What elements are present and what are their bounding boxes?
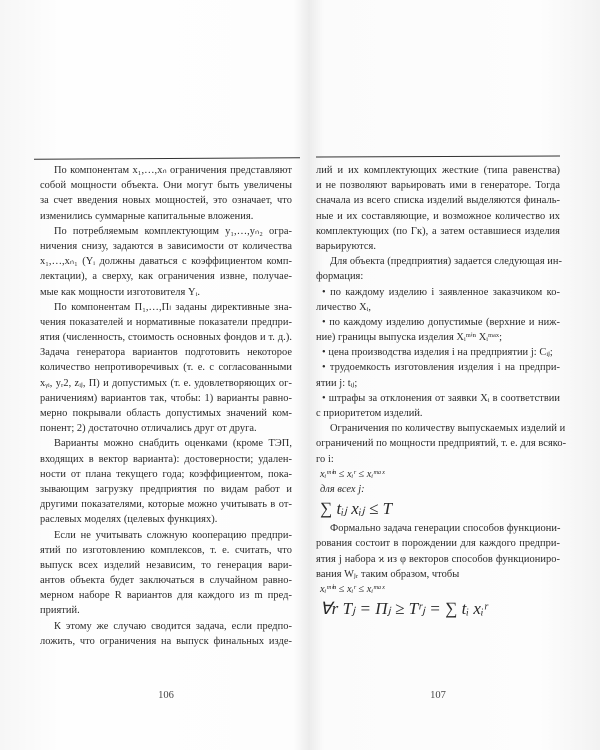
text-line: мерно покрывали область допустимых значений ком- [40,408,292,419]
text-line: чения показателей и нормативные показатели предпри- [40,316,292,328]
bullet-item [316,315,560,345]
text-line: лектации), а сверху, как ограничения извне, получае- [40,271,292,283]
text-line: • штрафы за отклонения от заявки Xᵢ в соответствии [322,392,560,404]
text-line: с приоритетом изделий. [316,408,423,419]
text-line: По компонентам x₁,…,xₙ ограничения представляют [54,165,292,176]
paragraph [40,224,292,300]
text-line: го i: [316,453,334,465]
bullet-item [316,285,560,315]
text-line: Задача генератора вариантов подготовить некоторое [40,347,292,359]
text-line: ятия j набора ϰ из φ векторов способов функциониро- [316,553,560,565]
text-line: ятии j: tᵢⱼ; [316,377,358,389]
text-line: количество непротиворечивых (т. е. с согласованными [40,362,292,374]
text-line: • по каждому изделию i заявленное заказчиком ко- [322,286,560,298]
text-line: ложить, что ограничения на выпуск финальных изде- [40,635,292,647]
text-line: К этому же случаю сводится задача, если предпо- [54,620,292,632]
text-line: для всех j: [320,483,365,495]
text-line: Варианты можно снабдить оценками (кроме ТЭП, [54,438,292,450]
bullet-item [316,360,560,390]
text-line: ние) границы выпуска изделия Xᵢᵐⁱⁿ Xᵢᵐᵃˣ; [316,332,503,344]
text-line: По потребляемым комплектующим y₁,…,yₙ₂ огра- [54,225,292,237]
text-line: Если не учитывать сложную кооперацию предпри- [54,529,292,541]
text-line: • цена производства изделия i на предприятии j: Cᵢⱼ; [322,347,553,359]
text-line: раслевых моделях (целевых функциях). [40,514,218,526]
text-line: антов объекта будет заключаться в случайном равно- [40,575,292,587]
page-number: 107 [430,690,446,701]
paragraph [40,619,292,649]
bullet-item [316,391,560,421]
text-line: Формально задача генерации способов функциони- [330,523,561,535]
text-line: ятий по изготовлению комплексов, т. е. считать, что [40,544,292,556]
text-line: собой мощности объекта. Они могут быть увеличены [40,180,292,192]
text-line: ограничений по мощности предприятий, т. е. для всяко- [316,438,567,450]
text-line: варьируются. [316,240,377,252]
text-line: формация: [316,271,364,283]
text-line: лий и их комплектующих жесткие (типа равенства) [316,165,560,176]
text-line: По компонентам П₁,…,Пₗ заданы директивные зна- [54,301,292,313]
text-line: другими показателями, которые можно учитывать в от- [40,499,292,511]
text-line: и не позволяют варьировать ими в генераторе. Тогда [316,180,560,192]
text-line: зывающим загрузку предприятия по видам работ и [40,483,292,495]
text-line: • трудоемкость изготовления изделия i на предпри- [322,362,560,374]
text-line: вания Wⱼᵣ таким образом, чтобы [316,568,460,580]
text-line: приятий. [40,605,80,617]
text-line: • по каждому изделию допустимые (верхние и ниж- [322,316,560,328]
header-rule [34,157,300,159]
bullet-item [316,345,560,360]
page-body [40,163,292,649]
text-line: xᵧᵢ, yᵣ2, zᵢⱼ, П) и допустимых (т. е. удовлетворяющих ог- [40,377,292,389]
page-number: 106 [158,690,174,701]
text-line: ничения снизу, задаются в зависимости от количества [40,240,292,252]
formula [316,467,560,521]
paragraph [40,528,292,619]
page-body [316,163,567,621]
text-line: входящих в вектор варианта): достоверности; удален- [40,453,292,465]
text-line: понент; 2) достаточно отличались друг от друга. [40,423,257,435]
right-page [316,0,567,750]
text-line: мые как мощности изготовителя Yᵢ. [40,286,200,298]
text-line: ятия (численность, стоимость основных фондов и т. д.). [40,332,292,344]
text-line: ные и их составляющие, и возможное количество их [316,210,560,222]
text-line: x₁,…,xₙ₁ (Yᵢ должны даваться с коэффициентом комп- [40,256,292,268]
text-line: за счет введения новых мощностей, это означает, что [40,195,292,207]
text-line: изменились суммарные капитальные вложения. [40,210,254,222]
formula-line: ∀r Tⱼ = Пⱼ ≥ Tʳⱼ = ∑ tᵢ xᵢʳ [320,599,488,619]
text-line: личество Xᵢ, [316,301,372,313]
formula [316,582,560,621]
text-line: комплектующих (по Гк), а затем оставшиеся изделия [316,225,560,237]
paragraph [40,300,292,437]
paragraph [40,163,292,224]
text-line: сначала из всего списка изделий выделяются финаль- [316,195,560,207]
left-page [40,0,292,750]
text-line: раничениям) вариантов так, чтобы: 1) варианты равно- [40,392,292,404]
text-line: выпуск всех изделий независим, то генерация вари- [40,559,292,571]
text-line: ности от плана текущего года; коэффициентом, пока- [40,468,292,480]
text-line: xᵢᵐⁱⁿ ≤ xᵢʳ ≤ xᵢᵐᵃˣ [320,583,385,595]
formula-line: ∑ tᵢⱼ xᵢⱼ ≤ T [320,499,393,519]
text-line: xᵢᵐⁱⁿ ≤ xᵢʳ ≤ xᵢᵐᵃˣ [320,468,385,480]
paragraph [40,436,292,527]
text-line: Ограничения по количеству выпускаемых изделий и [330,423,566,435]
text-line: Для объекта (предприятия) задается следующая ин- [330,256,563,268]
text-line: мерном наборе R вариантов для каждого из m пред- [40,590,292,602]
paragraph [316,254,563,284]
paragraph [316,163,560,254]
text-line: рования состоит в порождении для каждого предпри- [316,538,560,550]
header-rule [316,155,560,157]
paragraph [316,521,560,582]
paragraph [316,421,567,467]
